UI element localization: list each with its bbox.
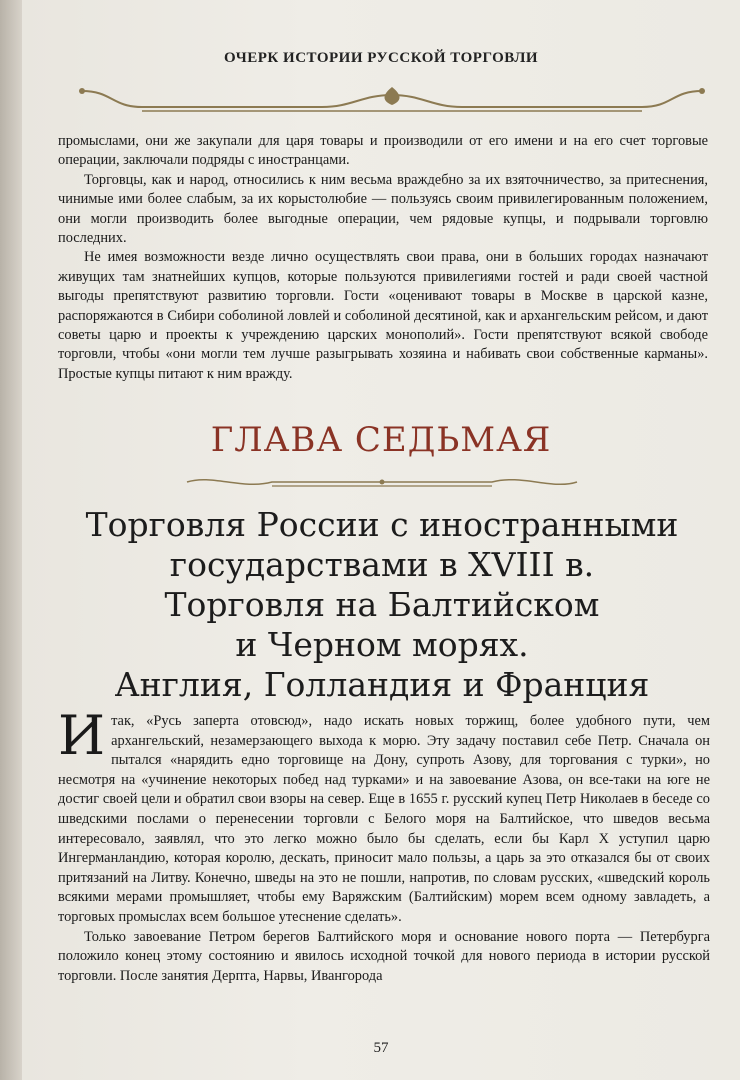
header-ornament	[72, 85, 712, 117]
paragraph: Не имея возможности везде лично осуществлять свои права, они в больших городах назначают живущих там знатнейших купцов, которые пользуются привилегиями гостей и ради своей частной выгоды препятствуют развитию торговли. Гости «оценивают товары в Москве в царской казне, распоряжаются в Сибири соболиной ловлей и соболиной десятиной, как и архангельским рейсом, и дают советы царю и проекты к учреждению царских монополий». Гости препятствуют всякой свободе торговли, чтобы «они могли тем лучше разыгрывать хозяина и набивать свои собственные карманы». Простые купцы питают к ним вражду.	[58, 249, 708, 382]
paragraph-text: так, «Русь заперта отовсюд», надо искать новых торжищ, более удобного пути, чем архангельский, незамерзающего выхода к морю. Эту задачу поставил себе Петр. Сначала он пытался «нарядить едно торговище на Дону, супроть Азову, для торгования с турки», но несмотря на «учинение некоторых побед над турками» и на завоевание Азова, он все-таки на юге не достиг своей цели и обратил свои взоры на север. Еще в 1655 г. русский купец Петр Николаев в беседе со шведскими послами о перенесении торговли с Белого моря на Балтийское, что шведов весьма интересовало, заявлял, что это легко можно было бы сделать, если бы Карл X уступил царю Ингерманландию, которая королю, дескать, приносит мало пользы, а царь за это отказался бы от своих притязаний на Литву. Конечно, шведы на это не пошли, напротив, по словам русских, «шведский король всякими мерами промышляет, чтобы ему Варяжским (Балтийским) морем всем одному завладеть, а торговых промыслах всем большое утеснение сделать».	[58, 713, 710, 925]
chapter-body	[58, 704, 710, 986]
top-text-block	[58, 132, 708, 384]
chapter-title-line: Торговля на Балтийском	[164, 585, 600, 624]
book-page	[22, 0, 740, 1080]
paragraph: промыслами, они же закупали для царя товары и производили от его имени и на его счет торговые операции, заключали подряды с иностранцами.	[58, 133, 708, 169]
paragraph	[58, 704, 710, 928]
chapter-title-line: государствами в XVIII в.	[169, 545, 595, 584]
paragraph: Торговцы, как и народ, относились к ним весьма враждебно за их взяточничество, за притеснения, чинимые ими более слабым, за их корыстолюбие — пользуясь своим привилегированным положением, они могли производить более выгодные операции, чем рядовые купцы, и подрывали торговлю последних.	[58, 171, 708, 247]
drop-cap: И	[58, 704, 106, 767]
chapter-title-line: Торговля России с иностранными	[85, 505, 679, 544]
chapter-title-line: и Черном морях.	[235, 625, 529, 664]
paragraph: Только завоевание Петром берегов Балтийского моря и основание нового порта — Петербурга положило конец этому состоянию и явилось исходной точкой для нового периода в истории русской торговли. После занятия Дерпта, Нарвы, Ивангорода	[58, 928, 710, 984]
chapter-ornament	[182, 470, 582, 494]
chapter-title	[62, 505, 702, 705]
running-head: ОЧЕРК ИСТОРИИ РУССКОЙ ТОРГОВЛИ	[223, 50, 539, 66]
chapter-title-line: Англия, Голландия и Франция	[114, 665, 650, 704]
previous-page-edge	[0, 0, 22, 1080]
page-number: 57	[373, 1040, 389, 1056]
chapter-label: ГЛАВА СЕДЬМАЯ	[210, 420, 552, 460]
